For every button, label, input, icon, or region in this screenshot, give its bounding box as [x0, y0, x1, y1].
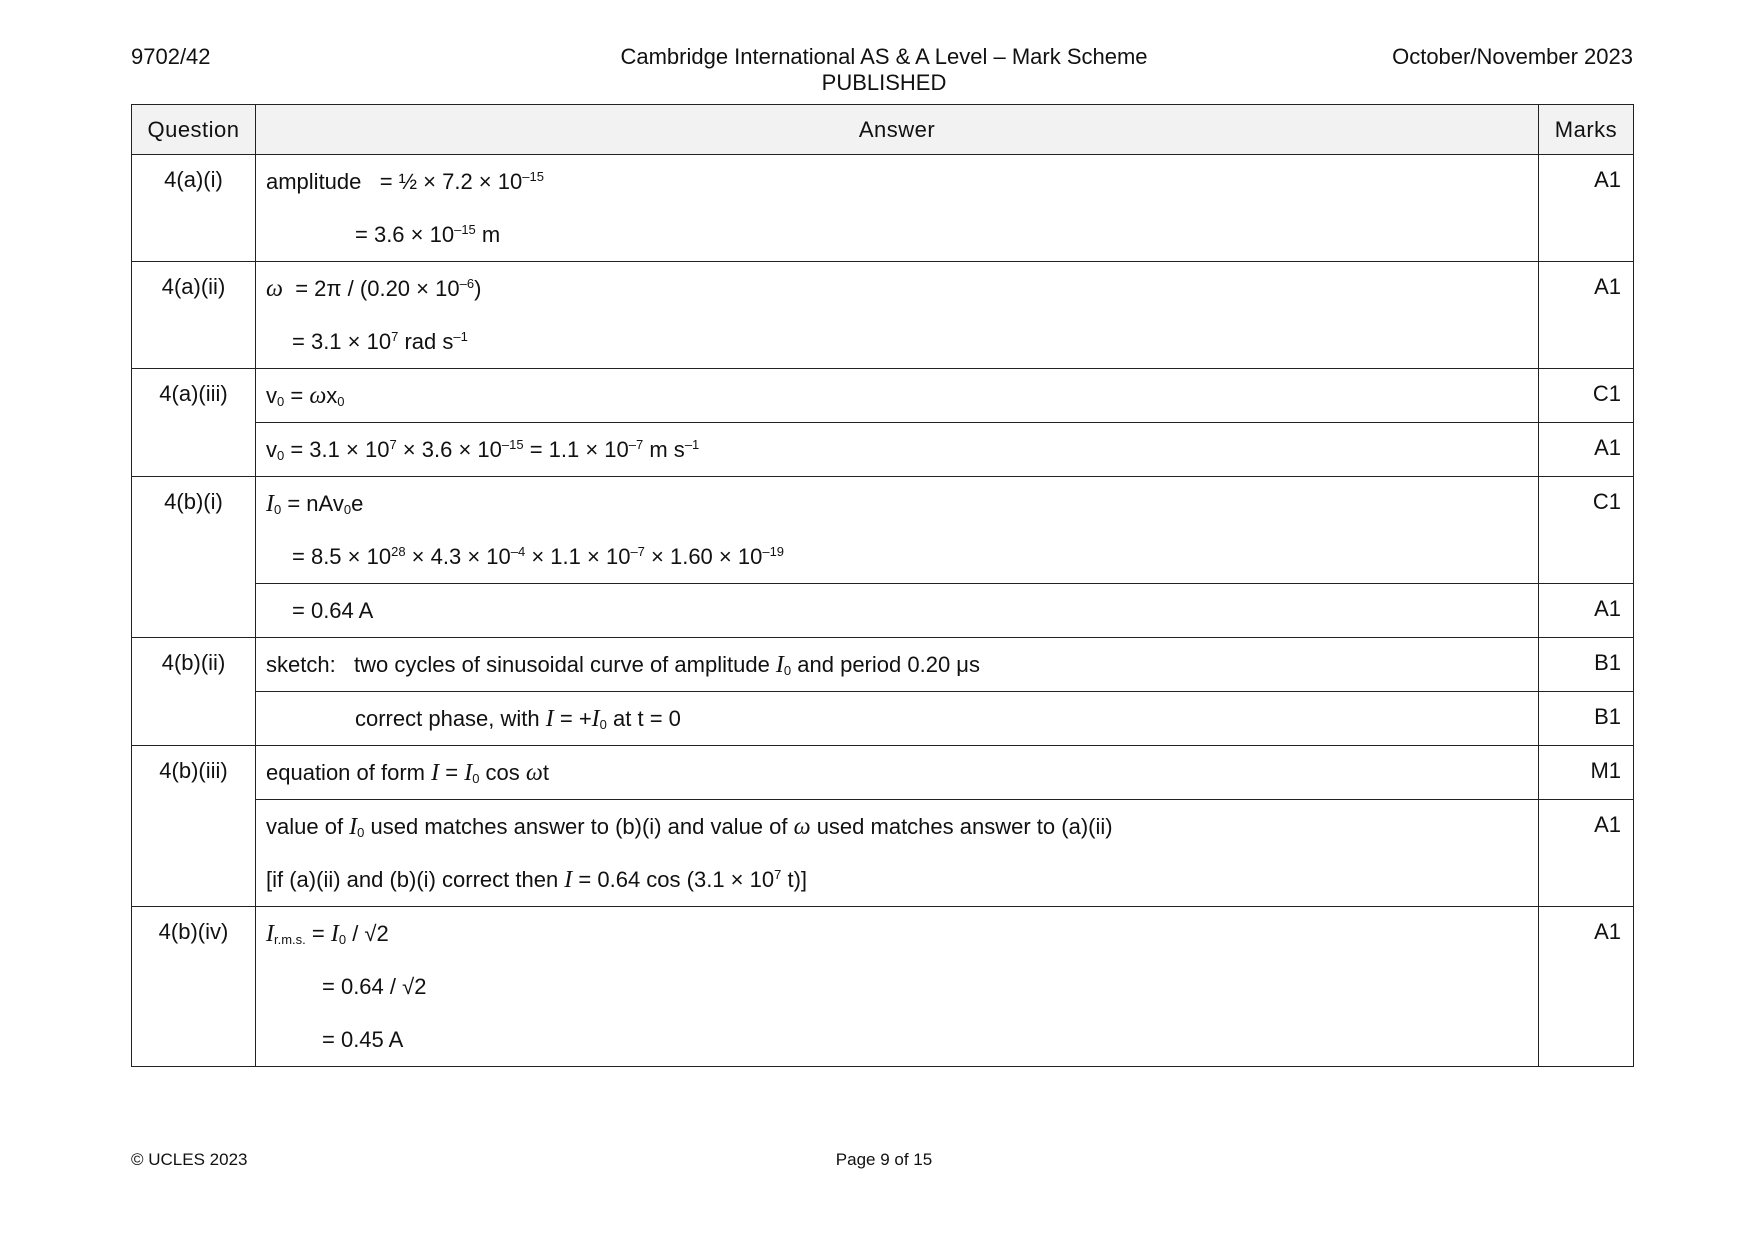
- paper-code: 9702/42: [131, 44, 211, 69]
- answer-line: = $3.1 \times 10^7$ rad $s^{-1}$: [292, 329, 468, 354]
- question-number: 4(b)(ii): [132, 638, 256, 746]
- mark-value: A1: [1539, 155, 1634, 262]
- answer-line: correct phase, with $I = +I_0$ at t = 0: [355, 706, 681, 732]
- table-header-row: [132, 105, 1634, 155]
- answer-line: [if (a)(ii) and (b)(i) correct then I = 0.64 $\cos (3.1 \times 10^7$ t)]: [266, 867, 808, 893]
- answer-line: amplitude = ½ × $7.2 \times 10^{-15}$: [266, 169, 544, 194]
- answer-line: = 0.64 A: [292, 598, 374, 623]
- copyright-notice: © UCLES 2023: [131, 1150, 248, 1169]
- answer-cell: [256, 692, 1539, 746]
- mark-value: B1: [1539, 692, 1634, 746]
- answer-line: $v_0 = \omega x_0$: [266, 383, 345, 409]
- table-row: [132, 584, 1634, 638]
- page-number: Page 9 of 15: [835, 1150, 933, 1169]
- table-row: [132, 155, 1634, 262]
- answer-line: equation of form $I = I_0$ cos ωt: [266, 760, 549, 786]
- table-row: [132, 262, 1634, 369]
- title-line: Cambridge International AS & A Level – Mark Scheme: [620, 44, 1148, 69]
- answer-line: $I_0 = nAv_0e$: [266, 491, 364, 517]
- table-row: [132, 746, 1634, 800]
- question-number: 4(a)(iii): [132, 369, 256, 477]
- answer-line: = 0.45 A: [322, 1027, 404, 1052]
- table-row: [132, 638, 1634, 692]
- column-header-marks: Marks: [1539, 105, 1634, 155]
- question-number: 4(a)(ii): [132, 262, 256, 369]
- mark-scheme-table: [131, 104, 1634, 1067]
- answer-line: = $3.6 \times 10^{-15}$ m: [355, 222, 501, 247]
- mark-value: C1: [1539, 477, 1634, 584]
- mark-value: A1: [1539, 262, 1634, 369]
- answer-cell: [256, 155, 1539, 262]
- table-row: [132, 800, 1634, 907]
- answer-cell: [256, 746, 1539, 800]
- answer-cell: [256, 584, 1539, 638]
- mark-value: A1: [1539, 800, 1634, 907]
- answer-line: sketch: two cycles of sinusoidal curve of amplitude $I_0$ and period 0.20 μs: [266, 652, 980, 678]
- answer-line: = 0.64 / √2: [322, 974, 427, 999]
- answer-cell: [256, 369, 1539, 423]
- question-number: 4(b)(iv): [132, 907, 256, 1067]
- table-row: [132, 477, 1634, 584]
- answer-cell: [256, 638, 1539, 692]
- question-number: 4(b)(i): [132, 477, 256, 638]
- mark-value: M1: [1539, 746, 1634, 800]
- published-label: PUBLISHED: [821, 70, 947, 95]
- table-row: [132, 692, 1634, 746]
- answer-cell: [256, 477, 1539, 584]
- mark-value: A1: [1539, 423, 1634, 477]
- table-row: [132, 907, 1634, 1067]
- answer-line: value of $I_0$ used matches answer to (b)(i) and value of ω used matches answer to (a)(ii): [266, 814, 1113, 840]
- exam-session: October/November 2023: [1392, 44, 1633, 69]
- mark-value: A1: [1539, 907, 1634, 1067]
- answer-cell: [256, 262, 1539, 369]
- column-header-answer: Answer: [256, 105, 1539, 155]
- answer-cell: [256, 800, 1539, 907]
- table-row: [132, 369, 1634, 423]
- answer-cell: [256, 423, 1539, 477]
- answer-line: $I_{r.m.s.} = I_0 / √2$: [266, 921, 389, 947]
- answer-line: $v_0 = 3.1 \times 10^7 \times 3.6 \times 10^{-15} = 1.1 \times 10^{-7}$ m $s^{-1}$: [266, 437, 700, 463]
- mark-value: B1: [1539, 638, 1634, 692]
- answer-line: $\omega = 2\pi / (0.20 \times 10^{-6})$: [266, 276, 482, 302]
- answer-line: = $8.5 \times 10^{28} \times 4.3 \times 10^{-4} \times 1.1 \times 10^{-7} \times 1.60 \times 10^{-19}$: [292, 544, 785, 569]
- question-number: 4(a)(i): [132, 155, 256, 262]
- table-row: [132, 423, 1634, 477]
- mark-value: C1: [1539, 369, 1634, 423]
- column-header-question: Question: [132, 105, 256, 155]
- mark-value: A1: [1539, 584, 1634, 638]
- question-number: 4(b)(iii): [132, 746, 256, 907]
- answer-cell: [256, 907, 1539, 1067]
